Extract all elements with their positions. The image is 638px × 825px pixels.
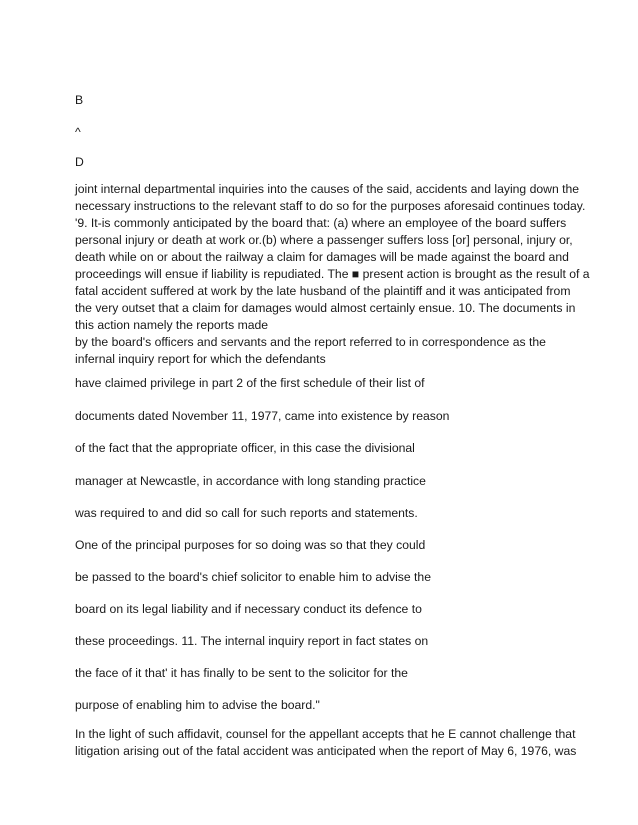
text-line: fatal accident suffered at work by the late husband of the plaintiff and it was anticipated from xyxy=(75,284,571,298)
text-line: have claimed privilege in part 2 of the first schedule of their list of xyxy=(75,376,425,390)
text-line: litigation arising out of the fatal accident was anticipated when the report of May 6, 1976, was xyxy=(75,744,577,758)
text-line: One of the principal purposes for so doing was so that they could xyxy=(75,538,426,552)
text-line: personal injury or death at work or.(b) where a passenger suffers loss [or] personal, injury or, xyxy=(75,233,573,247)
text-line: the face of it that' it has finally to be sent to the solicitor for the xyxy=(75,666,408,680)
text-line: this action namely the reports made xyxy=(75,318,269,332)
text-line: infernal inquiry report for which the defendants xyxy=(75,352,326,366)
text-line: board on its legal liability and if necessary conduct its defence to xyxy=(75,602,422,616)
text-line: '9. It-is commonly anticipated by the board that: (a) where an employee of the board suffers xyxy=(75,216,567,230)
text-line: death while on or about the railway a claim for damages will be made against the board and xyxy=(75,250,569,264)
text-line: manager at Newcastle, in accordance with long standing practice xyxy=(75,474,426,488)
text-line: proceedings will ensue if liability is repudiated. The ■ present action is brought as the result of a xyxy=(75,267,590,281)
text-line: these proceedings. 11. The internal inquiry report in fact states on xyxy=(75,634,429,648)
margin-marker-caret: ^ xyxy=(75,125,81,139)
text-line: joint internal departmental inquiries into the causes of the said, accidents and laying down the xyxy=(75,182,580,196)
text-line: purpose of enabling him to advise the board." xyxy=(75,698,320,712)
text-line: be passed to the board's chief solicitor to enable him to advise the xyxy=(75,570,431,584)
margin-marker-b: B xyxy=(75,93,84,107)
text-line: documents dated November 11, 1977, came into existence by reason xyxy=(75,409,450,423)
text-line: by the board's officers and servants and the report referred to in correspondence as the xyxy=(75,335,546,349)
margin-marker-d: D xyxy=(75,155,84,169)
text-line: the very outset that a claim for damages would almost certainly ensue. 10. The documents in xyxy=(75,301,576,315)
text-line: of the fact that the appropriate officer, in this case the divisional xyxy=(75,441,415,455)
text-line: In the light of such affidavit, counsel for the appellant accepts that he E cannot challenge that xyxy=(75,727,576,741)
paragraph-affidavit-clauses xyxy=(75,181,590,334)
paragraph-board-officers xyxy=(75,334,575,368)
text-line: was required to and did so call for such reports and statements. xyxy=(75,506,418,520)
paragraph-counsel-acceptance xyxy=(75,726,575,760)
text-line: necessary instructions to the relevant staff to do so for the purposes aforesaid continues today. xyxy=(75,199,586,213)
